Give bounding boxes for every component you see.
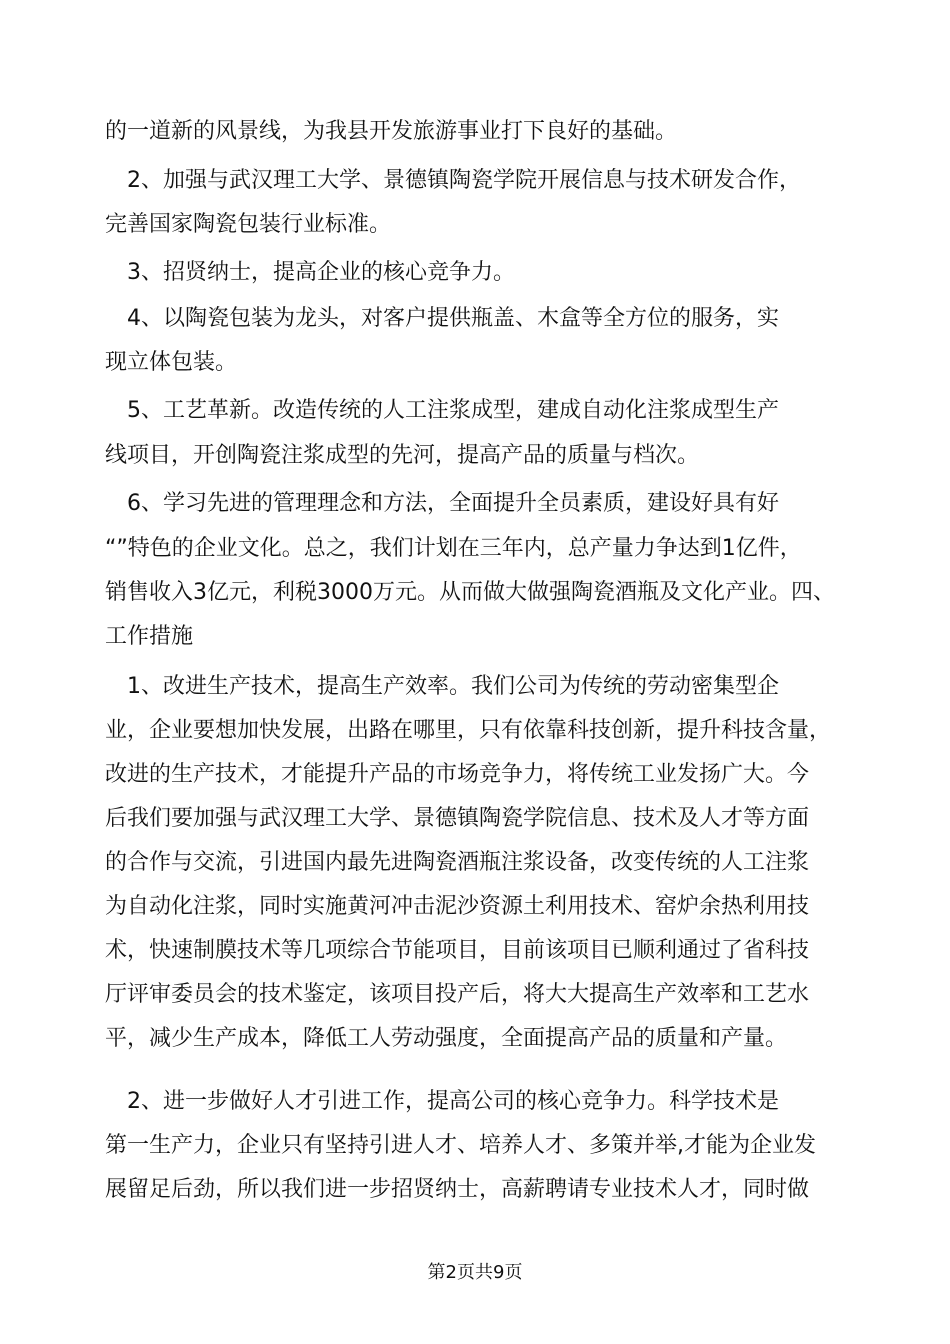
text-line: 6、学习先进的管理理念和方法，全面提升全员素质，建设好具有好 xyxy=(105,491,779,516)
text-line: 工作措施 xyxy=(105,624,194,649)
text-line: 完善国家陶瓷包装行业标准。 xyxy=(105,212,392,237)
text-line: 术，快速制膜技术等几项综合节能项目，目前该项目已顺利通过了省科技 xyxy=(105,938,810,963)
text-line: 1、改进生产技术，提高生产效率。我们公司为传统的劳动密集型企 xyxy=(105,674,779,699)
text-line: 现立体包装。 xyxy=(105,350,238,375)
text-line: 平，减少生产成本，降低工人劳动强度，全面提高产品的质量和产量。 xyxy=(105,1026,788,1051)
text-line: 厅评审委员会的技术鉴定，该项目投产后，将大大提高生产效率和工艺水 xyxy=(105,982,810,1007)
text-line: 线项目，开创陶瓷注浆成型的先河，提高产品的质量与档次。 xyxy=(105,443,700,468)
text-line: 5、工艺革新。改造传统的人工注浆成型，建成自动化注浆成型生产 xyxy=(105,398,779,423)
text-line: 业，企业要想加快发展，出路在哪里，只有依靠科技创新，提升科技含量， xyxy=(105,718,832,743)
text-line: 改进的生产技术，才能提升产品的市场竞争力，将传统工业发扬广大。今 xyxy=(105,762,810,787)
text-line: 后我们要加强与武汉理工大学、景德镇陶瓷学院信息、技术及人才等方面 xyxy=(105,806,810,831)
text-line: 为自动化注浆，同时实施黄河冲击泥沙资源土利用技术、窑炉余热利用技 xyxy=(105,894,810,919)
text-line: 4、以陶瓷包装为龙头，对客户提供瓶盖、木盒等全方位的服务，实 xyxy=(105,306,779,331)
text-line: 销售收入3亿元，利税3000万元。从而做大做强陶瓷酒瓶及文化产业。四、 xyxy=(105,580,835,605)
text-line: 展留足后劲，所以我们进一步招贤纳士，高薪聘请专业技术人才，同时做 xyxy=(105,1177,810,1202)
text-line: “”特色的企业文化。总之，我们计划在三年内，总产量力争达到1亿件， xyxy=(105,536,802,561)
text-line: 的合作与交流，引进国内最先进陶瓷酒瓶注浆设备，改变传统的人工注浆 xyxy=(105,850,810,875)
page-number: 第2页共9页 xyxy=(427,1262,523,1283)
text-line: 第一生产力，企业只有坚持引进人才、培养人才、多策并举,才能为企业发 xyxy=(105,1133,816,1158)
text-line: 2、加强与武汉理工大学、景德镇陶瓷学院开展信息与技术研发合作， xyxy=(105,168,801,193)
text-line: 的一道新的风景线，为我县开发旅游事业打下良好的基础。 xyxy=(105,119,678,144)
text-line: 3、招贤纳士，提高企业的核心竞争力。 xyxy=(105,260,515,285)
text-line: 2、进一步做好人才引进工作，提高公司的核心竞争力。科学技术是 xyxy=(105,1089,779,1114)
